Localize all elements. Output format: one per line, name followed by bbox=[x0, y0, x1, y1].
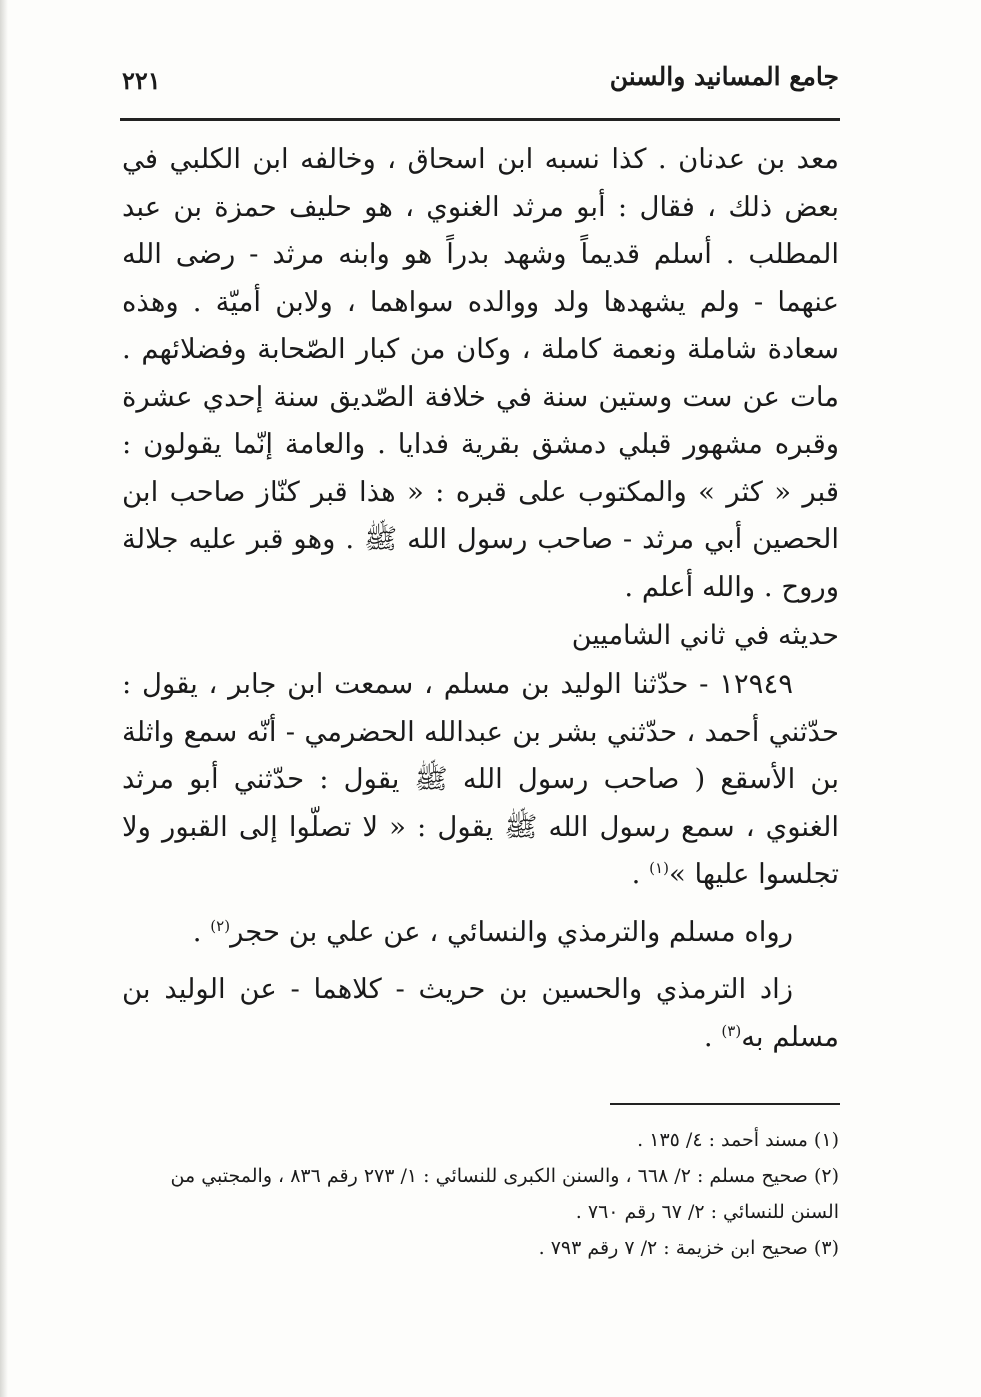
hadith-paragraph bbox=[122, 661, 839, 899]
ziyada-paragraph bbox=[122, 966, 839, 1061]
scan-edge-shadow bbox=[0, 0, 8, 1397]
footnote-ref-2: (٢) bbox=[210, 916, 231, 935]
footnote-1: (١) مسند أحمد : ٤/ ١٣٥ . bbox=[637, 1129, 839, 1151]
riwaya-text: رواه مسلم والترمذي والنسائي ، عن علي بن حجر bbox=[230, 915, 793, 948]
footnote-divider bbox=[610, 1103, 840, 1105]
book-title: جامع المسانيد والسنن bbox=[609, 62, 839, 91]
footnote-2-line-2: السنن للنسائي : ٢/ ٦٧ رقم ٧٦٠ . bbox=[575, 1201, 839, 1223]
page-number: ٢٢١ bbox=[122, 66, 161, 95]
footnote-3: (٣) صحيح ابن خزيمة : ٢/ ٧ رقم ٧٩٣ . bbox=[538, 1237, 839, 1259]
footnote-ref-3: (٣) bbox=[721, 1021, 742, 1040]
hadith-end-dot: . bbox=[631, 858, 641, 890]
ziyada-end-dot: . bbox=[703, 1020, 713, 1053]
hadith-text: ١٢٩٤٩ - حدّثنا الوليد بن مسلم ، سمعت ابن جابر ، يقول : حدّثني أحمد ، حدّثني بشر بن عبدالله الحضرمي - أنّه سمع واثلة بن الأسقع ( صاحب رسول الله ﷺ يقول : حدّثني أبو مرثد الغنوي ، سمع رسول الله ﷺ يقول : « لا تصلّوا إلى القبور ولا تجلسوا عليها » bbox=[122, 668, 839, 890]
section-heading: حديثه في ثاني الشاميين bbox=[571, 620, 839, 651]
footnote-ref-1: (١) bbox=[649, 858, 669, 877]
footnotes-section bbox=[122, 1122, 839, 1266]
page-header bbox=[122, 58, 839, 102]
biography-paragraph: معد بن عدنان . كذا نسبه ابن اسحاق ، وخالفه ابن الكلبي في بعض ذلك ، فقال : أبو مرثد الغنوي ، هو حليف حمزة بن عبد المطلب . أسلم قديماً وشهد بدراً هو وابنه مرثد - رضى الله عنهما - ولم يشهدها ولد ووالده سواهما ، ولابن أميّة . وهذه سعادة شاملة ونعمة كاملة ، وكان من كبار الصّحابة وفضلائهم . مات عن ست وستين سنة في خلافة الصّديق سنة إحدي عشرة وقبره مشهور قبلي دمشق بقرية فدايا . والعامة إنّما يقولون : قبر « كثر » والمكتوب على قبره : « هذا قبر كنّاز صاحب ابن الحصين أبي مرثد - صاحب رسول الله ﷺ . وهو قبر عليه جلالة وروح . والله أعلم . bbox=[122, 143, 839, 603]
riwaya-end-dot: . bbox=[192, 915, 202, 948]
header-divider bbox=[120, 118, 840, 121]
footnote-2-line-1: (٢) صحيح مسلم : ٢/ ٦٦٨ ، والسنن الكبرى للنسائي : ١/ ٢٧٣ رقم ٨٣٦ ، والمجتبي من bbox=[170, 1165, 839, 1187]
riwaya-paragraph bbox=[122, 909, 839, 957]
main-text bbox=[122, 136, 839, 1061]
ziyada-text: زاد الترمذي والحسين بن حريث - كلاهما - عن الوليد بن مسلم به bbox=[122, 973, 839, 1053]
